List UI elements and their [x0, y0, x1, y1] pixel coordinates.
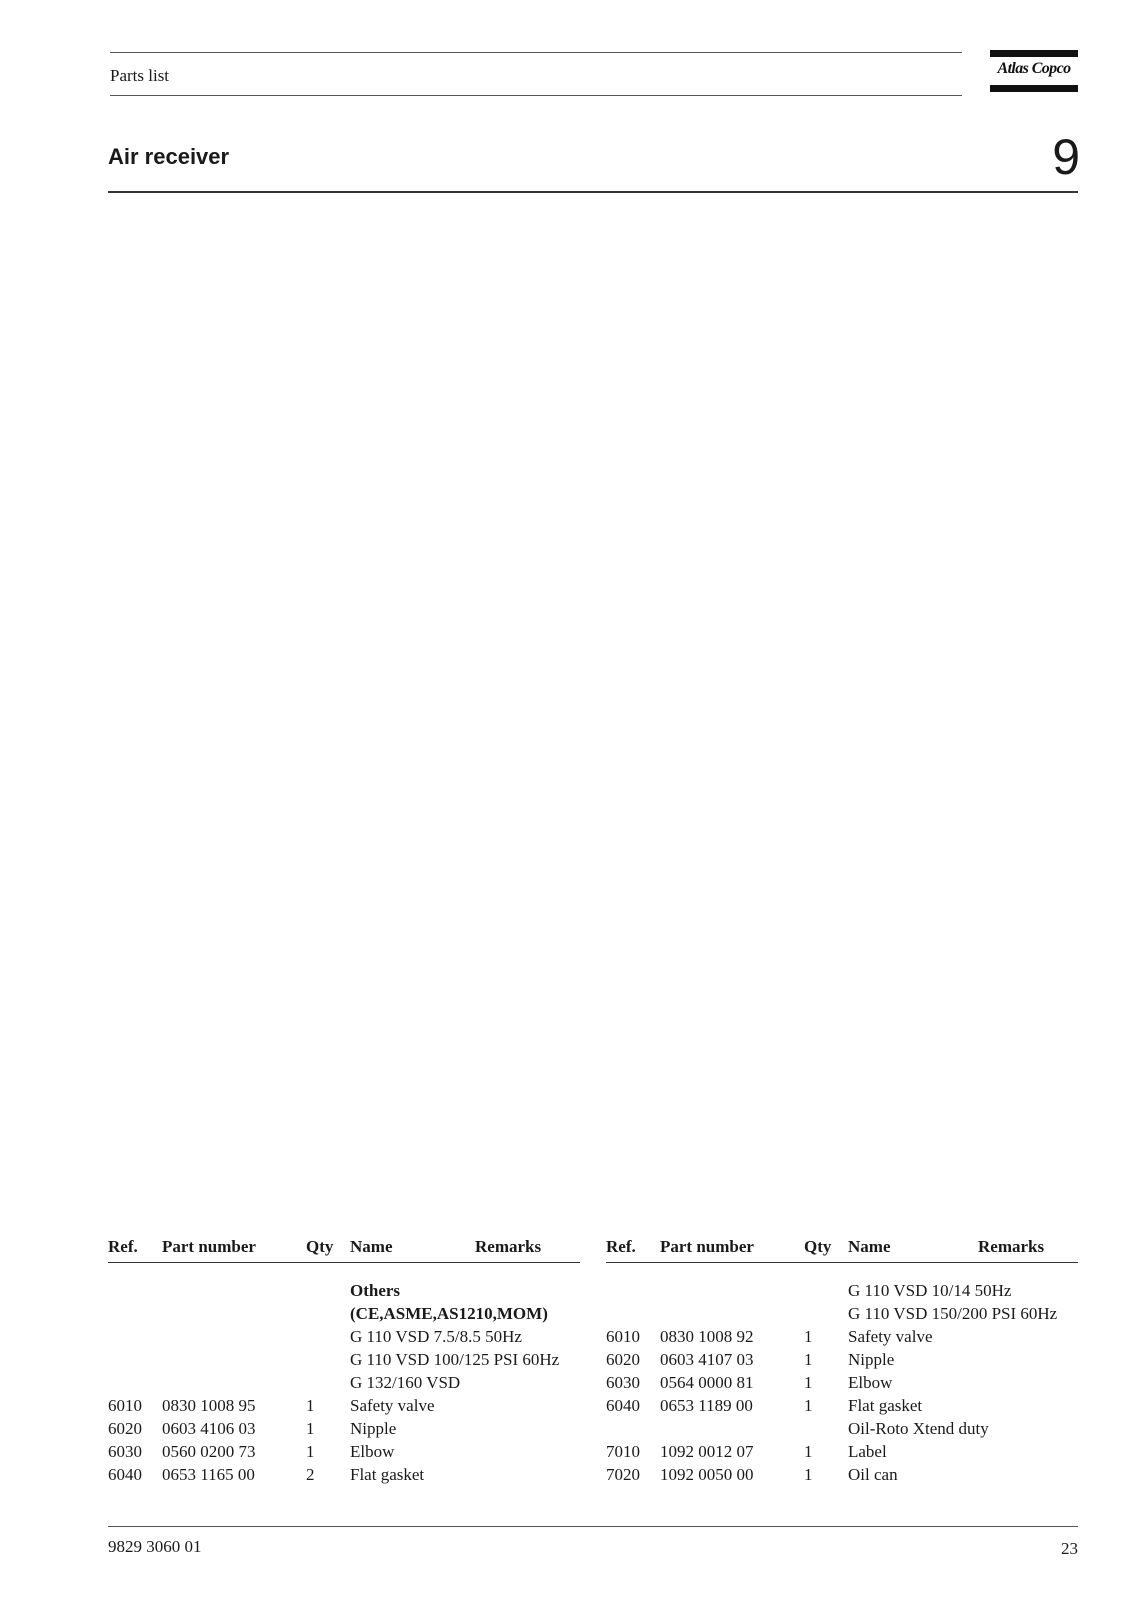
logo-bottom-bar [990, 85, 1078, 92]
cell-part-number: 0603 4107 03 [660, 1350, 754, 1369]
cell-qty: 1 [804, 1465, 813, 1484]
table-row [606, 1281, 1078, 1304]
cell-name: Label [848, 1442, 887, 1461]
cell-part-number: 0560 0200 73 [162, 1442, 256, 1461]
cell-qty: 1 [804, 1373, 813, 1392]
cell-ref: 6040 [606, 1396, 640, 1415]
table-row [606, 1442, 1078, 1465]
cell-qty: 2 [306, 1465, 315, 1484]
header-name: Name [848, 1237, 891, 1256]
cell-part-number: 0603 4106 03 [162, 1419, 256, 1438]
header-qty: Qty [306, 1237, 334, 1256]
header-ref: Ref. [108, 1237, 138, 1256]
cell-qty: 1 [306, 1442, 315, 1461]
cell-name: (CE,ASME,AS1210,MOM) [350, 1304, 548, 1323]
header-ref: Ref. [606, 1237, 636, 1256]
table-body [108, 1281, 580, 1488]
footer-rule [108, 1526, 1078, 1527]
cell-name: Oil-Roto Xtend duty [848, 1419, 989, 1438]
parts-table-right [606, 1237, 1078, 1484]
cell-name: Flat gasket [848, 1396, 923, 1415]
cell-name: Nipple [350, 1419, 397, 1438]
cell-name: Flat gasket [350, 1465, 425, 1484]
cell-qty: 1 [804, 1327, 813, 1346]
cell-part-number: 0830 1008 92 [660, 1327, 754, 1346]
table-row [108, 1281, 580, 1304]
table-header [108, 1237, 580, 1261]
cell-part-number: 0564 0000 81 [660, 1373, 754, 1392]
cell-part-number: 0653 1189 00 [660, 1396, 753, 1415]
table-body [606, 1281, 1078, 1488]
cell-part-number: 1092 0050 00 [660, 1465, 754, 1484]
table-row [606, 1396, 1078, 1419]
cell-qty: 1 [804, 1396, 813, 1415]
cell-name: G 110 VSD 150/200 PSI 60Hz [848, 1304, 1058, 1323]
cell-qty: 1 [306, 1396, 315, 1415]
cell-qty: 1 [306, 1419, 315, 1438]
cell-name: Safety valve [350, 1396, 435, 1415]
table-row [606, 1419, 1078, 1442]
title-rule [108, 191, 1078, 193]
cell-name: Elbow [848, 1373, 893, 1392]
cell-ref: 7010 [606, 1442, 640, 1461]
table-row [108, 1442, 580, 1465]
cell-name: Others [350, 1281, 401, 1300]
cell-part-number: 0830 1008 95 [162, 1396, 256, 1415]
table-row [606, 1327, 1078, 1350]
document-number: 9829 3060 01 [108, 1537, 202, 1556]
cell-name: Oil can [848, 1465, 898, 1484]
cell-ref: 6040 [108, 1465, 142, 1484]
cell-qty: 1 [804, 1350, 813, 1369]
page-number: 23 [1061, 1539, 1078, 1558]
header-name: Name [350, 1237, 393, 1256]
header-rule [108, 1262, 580, 1263]
cell-name: Elbow [350, 1442, 395, 1461]
table-row [108, 1373, 580, 1396]
cell-name: G 110 VSD 100/125 PSI 60Hz [350, 1350, 560, 1369]
table-row [108, 1419, 580, 1442]
table-row [606, 1350, 1078, 1373]
table-header [606, 1237, 1078, 1261]
cell-name: G 110 VSD 10/14 50Hz [848, 1281, 1012, 1300]
cell-name: G 110 VSD 7.5/8.5 50Hz [350, 1327, 522, 1346]
table-row [108, 1465, 580, 1488]
cell-part-number: 1092 0012 07 [660, 1442, 754, 1461]
chapter-number: 9 [1052, 129, 1080, 185]
header-part-number: Part number [162, 1237, 256, 1256]
cell-ref: 6020 [108, 1419, 142, 1438]
table-row [606, 1465, 1078, 1488]
cell-ref: 6010 [108, 1396, 142, 1415]
header-bottom-rule [110, 95, 962, 96]
cell-ref: 6030 [108, 1442, 142, 1461]
table-row [108, 1396, 580, 1419]
header-section-label: Parts list [110, 66, 170, 85]
cell-part-number: 0653 1165 00 [162, 1465, 255, 1484]
cell-ref: 6010 [606, 1327, 640, 1346]
table-row [108, 1304, 580, 1327]
cell-name: Nipple [848, 1350, 895, 1369]
header-rule [606, 1262, 1078, 1263]
header-top-rule [110, 52, 962, 53]
atlas-copco-logo [990, 50, 1078, 94]
table-row [108, 1350, 580, 1373]
cell-qty: 1 [804, 1442, 813, 1461]
header-qty: Qty [804, 1237, 832, 1256]
cell-ref: 6020 [606, 1350, 640, 1369]
logo-wordmark: Atlas Copco [997, 60, 1071, 77]
page-title: Air receiver [108, 144, 230, 169]
table-row [108, 1327, 580, 1350]
header-remarks: Remarks [978, 1237, 1045, 1256]
header-part-number: Part number [660, 1237, 754, 1256]
cell-ref: 7020 [606, 1465, 640, 1484]
table-row [606, 1304, 1078, 1327]
cell-name: G 132/160 VSD [350, 1373, 461, 1392]
logo-top-bar [990, 50, 1078, 57]
cell-ref: 6030 [606, 1373, 640, 1392]
parts-table-left [108, 1237, 580, 1484]
cell-name: Safety valve [848, 1327, 933, 1346]
table-row [606, 1373, 1078, 1396]
header-remarks: Remarks [475, 1237, 542, 1256]
